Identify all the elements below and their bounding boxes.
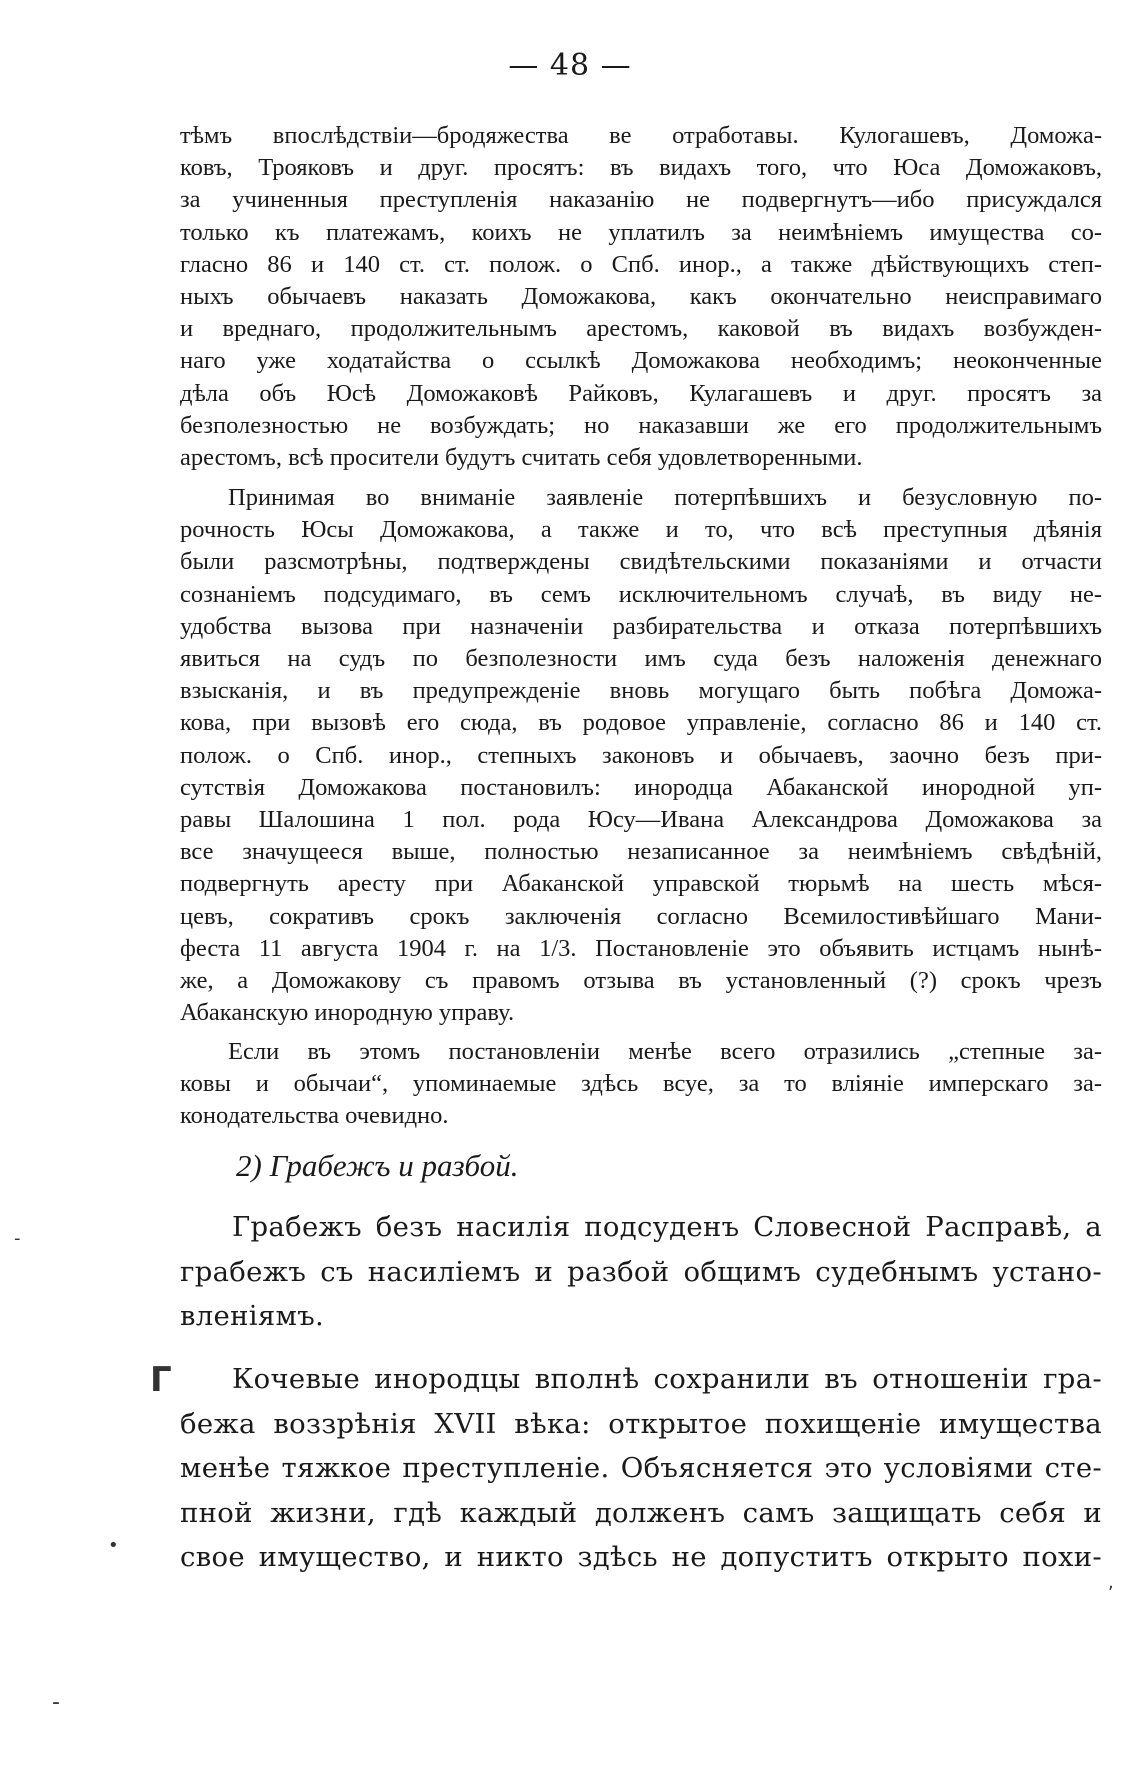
paragraph-4: [180, 1205, 1102, 1339]
text-line: сознаніемъ подсудимаго, въ семъ исключительномъ случаѣ, въ виду не-: [180, 580, 1102, 608]
scan-speck: ,: [1108, 1572, 1114, 1593]
text-line: взысканія, и въ предупрежденіе вновь могущаго быть побѣга Доможа-: [180, 677, 1102, 705]
scan-speck: ‐: [52, 1690, 60, 1715]
text-line: ковы и обычаи“, упоминаемые здѣсь всуе, за то вліяніе имперскаго за-: [180, 1070, 1102, 1098]
text-line: же, а Доможакову съ правомъ отзыва въ установленный (?) срокъ чрезъ: [180, 967, 1102, 995]
text-line: гласно 86 и 140 ст. ст. полож. о Спб. инор., а также дѣйствующихъ степ-: [180, 250, 1102, 278]
text-line: пной жизни, гдѣ каждый долженъ самъ защищать себя и: [180, 1496, 1102, 1529]
paragraph-3: [180, 1036, 1102, 1133]
paragraph-2: [180, 482, 1102, 1029]
text-line: ныхъ обычаевъ наказать Доможакова, какъ окончательно неисправимаго: [180, 283, 1102, 311]
text-line: удобства вызова при назначеніи разбирательства и отказа потерпѣвшихъ: [180, 612, 1102, 640]
text-line: дѣла объ Юсѣ Доможаковѣ Райковъ, Кулагашевъ и друг. просятъ за: [180, 379, 1102, 407]
text-line: кова, при вызовѣ его сюда, въ родовое управленіе, согласно 86 и 140 ст.: [180, 709, 1102, 737]
paragraph-5: [180, 1357, 1102, 1580]
text-line: Принимая во вниманіе заявленіе потерпѣвшихъ и безусловную по-: [228, 484, 1102, 511]
scan-speck: •: [108, 1535, 119, 1556]
text-line: менѣе тяжкое преступленіе. Объясняется это условіями сте-: [180, 1452, 1102, 1484]
text-line: подвергнуть аресту при Абаканской управской тюрьмѣ на шесть мѣся-: [180, 870, 1102, 898]
text-line: полож. о Спб. инор., степныхъ законовъ и обычаевъ, заочно безъ при-: [180, 741, 1102, 769]
text-line: бежа воззрѣнія XVII вѣка: открытое похищеніе имущества: [180, 1407, 1102, 1440]
text-line: цевъ, сокративъ срокъ заключенія согласно Всемилостивѣйшаго Мани-: [180, 902, 1102, 930]
text-line: все значущееся выше, полностью незаписанное за неимѣніемъ свѣдѣній,: [180, 838, 1102, 866]
text-line: Кочевые инородцы вполнѣ сохранили въ отношеніи гра-: [232, 1363, 1102, 1395]
text-line: свое имущество, и никто здѣсь не допуститъ открыто похи-: [180, 1541, 1102, 1573]
text-line: конодательства очевидно.: [180, 1102, 449, 1130]
text-line: наго уже ходатайства о ссылкѣ Доможакова необходимъ; неоконченные: [180, 347, 1102, 375]
text-line: Абаканскую инородную управу.: [180, 999, 515, 1027]
text-line: тѣмъ впослѣдствіи—бродяжества ве отработавы. Кулогашевъ, Доможа-: [180, 122, 1102, 149]
text-line: сутствія Доможакова постановилъ: инородца Абаканской инородной уп-: [180, 773, 1102, 801]
text-line: рочность Юсы Доможакова, а также и то, что всѣ преступныя дѣянія: [180, 516, 1102, 544]
text-line: грабежъ съ насиліемъ и разбой общимъ судебнымъ устано-: [180, 1255, 1102, 1288]
text-line: ковъ, Трояковъ и друг. просятъ: въ видахъ того, что Юса Доможаковъ,: [180, 154, 1102, 182]
text-line: арестомъ, всѣ просители будутъ считать себя удовлетворенными.: [180, 444, 863, 472]
paragraph-1: [180, 120, 1102, 474]
text-line: феста 11 августа 1904 г. на 1/3. Постановленіе это объявить истцамъ нынѣ-: [180, 934, 1102, 962]
text-line: за учиненныя преступленія наказанію не подвергнутъ—ибо присуждался: [180, 186, 1102, 214]
scan-speck: Г: [150, 1360, 172, 1400]
text-line: явиться на судъ по безполезности имъ суда безъ наложенія денежнаго: [180, 645, 1102, 673]
text-line: Если въ этомъ постановленіи менѣе всего отразились „степные за-: [228, 1038, 1102, 1065]
text-line: были разсмотрѣны, подтверждены свидѣтельскими показаніями и отчасти: [180, 548, 1102, 576]
text-line: и вреднаго, продолжительнымъ арестомъ, каковой въ видахъ возбужден-: [180, 315, 1102, 343]
scan-speck: -: [14, 1228, 21, 1249]
section-heading: 2) Грабежъ и разбой.: [236, 1148, 519, 1183]
text-line: равы Шалошина 1 пол. рода Юсу—Ивана Александрова Доможакова за: [180, 806, 1102, 834]
text-line: вленіямъ.: [180, 1300, 325, 1332]
text-line: только къ платежамъ, коихъ не уплатилъ за неимѣніемъ имущества со-: [180, 218, 1102, 246]
text-line: безполезностью не возбуждать; но наказавши же его продолжительнымъ: [180, 411, 1102, 439]
text-line: Грабежъ безъ насилія подсуденъ Словесной Расправѣ, а: [232, 1211, 1102, 1243]
page-number: — 48 —: [508, 48, 632, 83]
